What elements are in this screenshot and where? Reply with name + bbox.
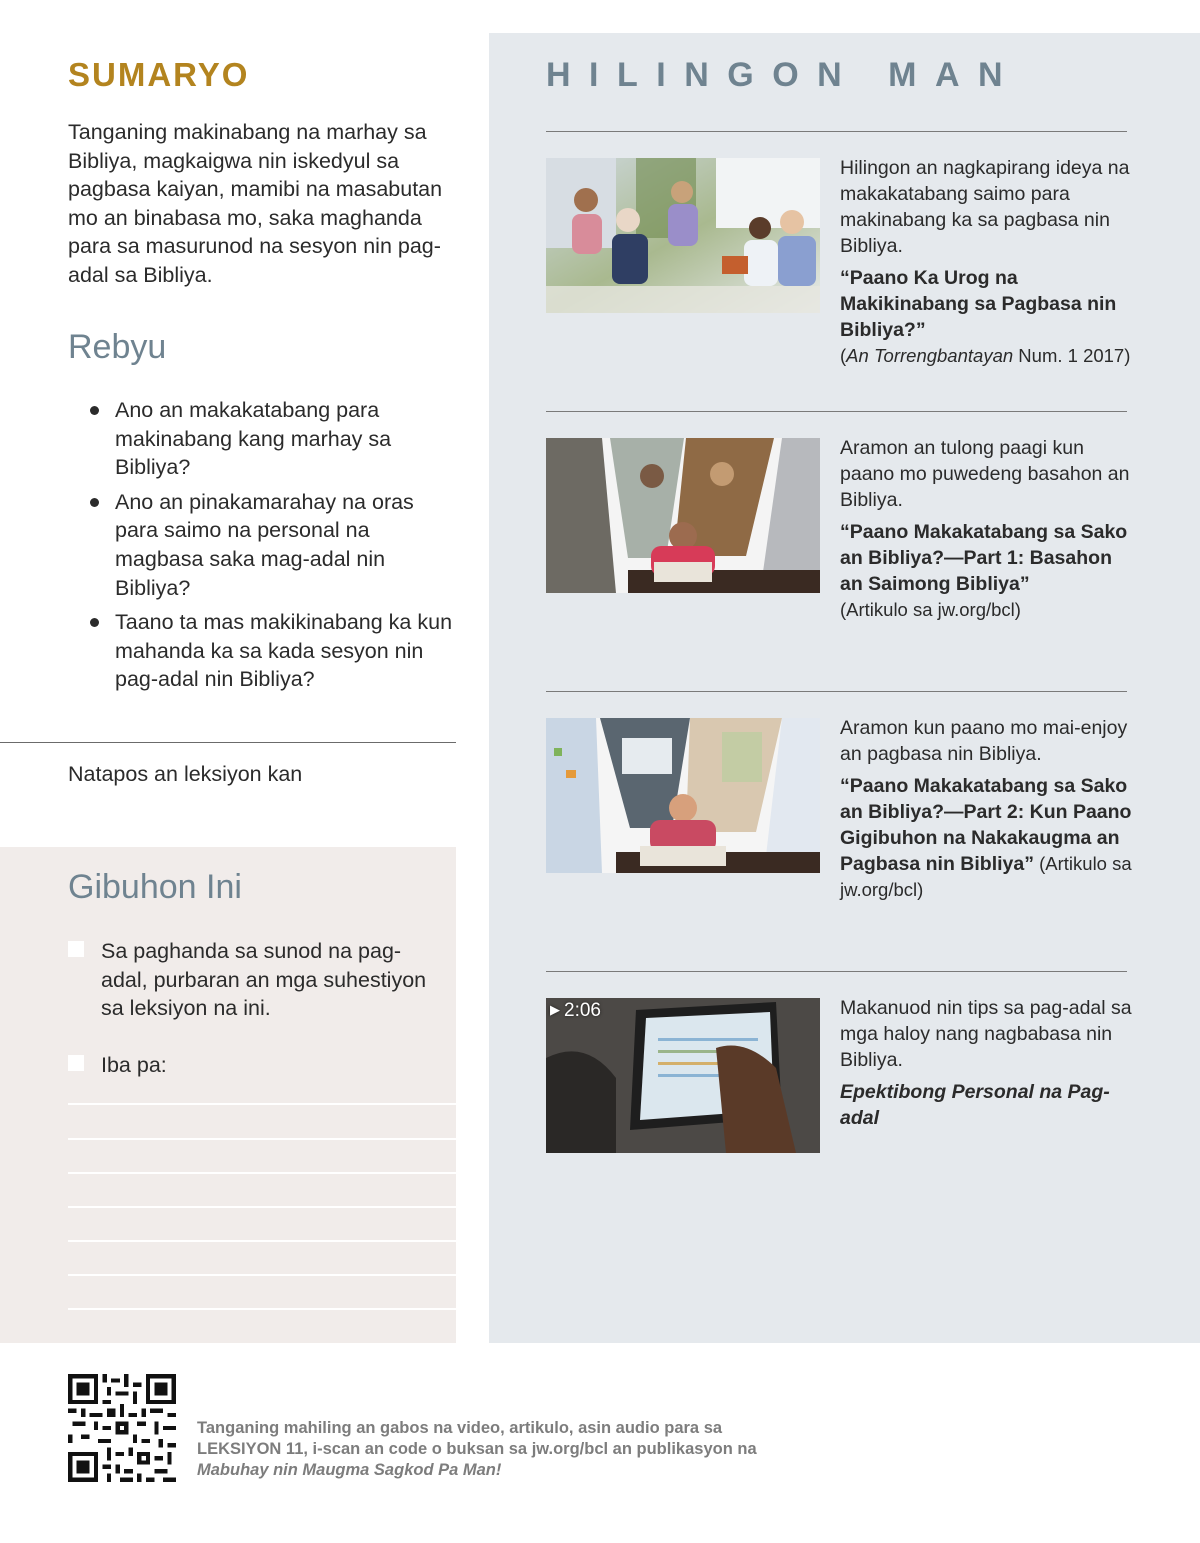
bullet-icon (90, 618, 99, 627)
see-also-description: Aramon kun paano mo mai-enjoy an pagbasa nin Bibliya. (840, 717, 1128, 765)
write-line[interactable] (68, 1308, 456, 1310)
article-source: (Artikulo sa jw.org/bcl) (840, 853, 1132, 900)
todo-panel (0, 847, 456, 1343)
write-line[interactable] (68, 1138, 456, 1140)
video-duration-badge[interactable] (550, 1000, 601, 1022)
divider (0, 742, 456, 743)
todo-item-text: Sa paghanda sa sunod na pag-adal, purbaran an mga suhestiyon sa leksiyon na ini. (101, 939, 427, 1021)
girl-reading-bible-image[interactable] (546, 718, 820, 873)
see-also-description: Makanuod nin tips sa pag-adal sa mga haloy nang nagbabasa nin Bibliya. (840, 997, 1132, 1071)
bullet-icon (90, 406, 99, 415)
see-also-description: Aramon an tulong paagi kun paano mo puwedeng basahon an Bibliya. (840, 437, 1130, 511)
footer-text-main: Tanganing mahiling an gabos na video, artikulo, asin audio para sa LEKSIYON 11, i-scan an code o buksan sa jw.org/bcl an publikasyon na (197, 1419, 757, 1458)
checkbox[interactable] (68, 1055, 84, 1071)
article-source (840, 345, 1130, 366)
see-also-heading: HILINGON MAN (546, 56, 1022, 94)
article-title-link[interactable]: “Paano Makakatabang sa Sako an Bibliya?—Part 2: Kun Paano Gigibuhon na Nakakaugma an Pagbasa nin Bibliya” (840, 775, 1132, 875)
source-open: ( (840, 345, 847, 366)
review-heading: Rebyu (68, 328, 167, 366)
divider (546, 691, 1127, 692)
checkbox[interactable] (68, 941, 84, 957)
write-line[interactable] (68, 1274, 456, 1276)
todo-item-text: Iba pa: (101, 1053, 167, 1077)
see-also-item-text (840, 995, 1140, 1131)
review-question (88, 488, 460, 602)
divider (546, 411, 1127, 412)
source-issue: Num. 1 2017) (1013, 345, 1131, 366)
review-question (88, 608, 460, 694)
todo-heading: Gibuhon Ini (68, 868, 242, 906)
review-question-text: Ano an pinakamarahay na oras para saimo na personal na magbasa saka mag-adal nin Bibliya? (115, 489, 414, 600)
review-question-text: Taano ta mas makikinabang ka kun mahanda ka sa kada sesyon nin pag-adal nin Bibliya? (115, 610, 453, 692)
lesson-completed-label: Natapos an leksiyon kan (68, 762, 303, 786)
review-question-text: Ano an makakatabang para makinabang kang marhay sa Bibliya? (115, 398, 392, 480)
write-line[interactable] (68, 1103, 456, 1105)
play-icon[interactable]: ▶ (550, 1002, 560, 1017)
article-title-link[interactable]: “Paano Makakatabang sa Sako an Bibliya?—Part 1: Basahon an Saimong Bibliya” (840, 521, 1128, 595)
review-list (88, 396, 460, 700)
video-duration: 2:06 (564, 1000, 601, 1021)
qr-code-icon[interactable] (68, 1374, 176, 1482)
todo-item (68, 937, 438, 1023)
divider (546, 131, 1127, 132)
article-source: (Artikulo sa jw.org/bcl) (840, 599, 1021, 620)
see-also-item-text (840, 435, 1140, 623)
magazine-title: An Torrengbantayan (846, 345, 1014, 366)
boy-reading-bible-image[interactable] (546, 438, 820, 593)
write-line[interactable] (68, 1240, 456, 1242)
write-line[interactable] (68, 1206, 456, 1208)
article-title-link[interactable]: “Paano Ka Urog na Makikinabang sa Pagbasa nin Bibliya?” (840, 267, 1117, 341)
see-also-description: Hilingon an nagkapirang ideya na makakatabang saimo para makinabang ka sa pagbasa nin Bibliya. (840, 157, 1130, 257)
summary-heading: SUMARYO (68, 56, 250, 93)
see-also-item-text (840, 715, 1140, 903)
footer-text (197, 1418, 757, 1481)
bullet-icon (90, 498, 99, 507)
see-also-item-text (840, 155, 1140, 369)
review-question (88, 396, 460, 482)
publication-title: Mabuhay nin Maugma Sagkod Pa Man! (197, 1461, 502, 1479)
write-line[interactable] (68, 1172, 456, 1174)
divider (546, 971, 1127, 972)
tablet-study-video-image[interactable] (546, 998, 820, 1153)
todo-item (68, 1051, 438, 1080)
people-reading-bible-image[interactable] (546, 158, 820, 313)
video-title-link[interactable]: Epektibong Personal na Pag-adal (840, 1081, 1110, 1129)
summary-text: Tanganing makinabang na marhay sa Bibliya, magkaigwa nin iskedyul sa pagbasa kaiyan, mamibi na masabutan mo an binabasa mo, saka maghanda para sa masurunod na sesyon nin pag-adal sa Bibliya. (68, 120, 443, 287)
